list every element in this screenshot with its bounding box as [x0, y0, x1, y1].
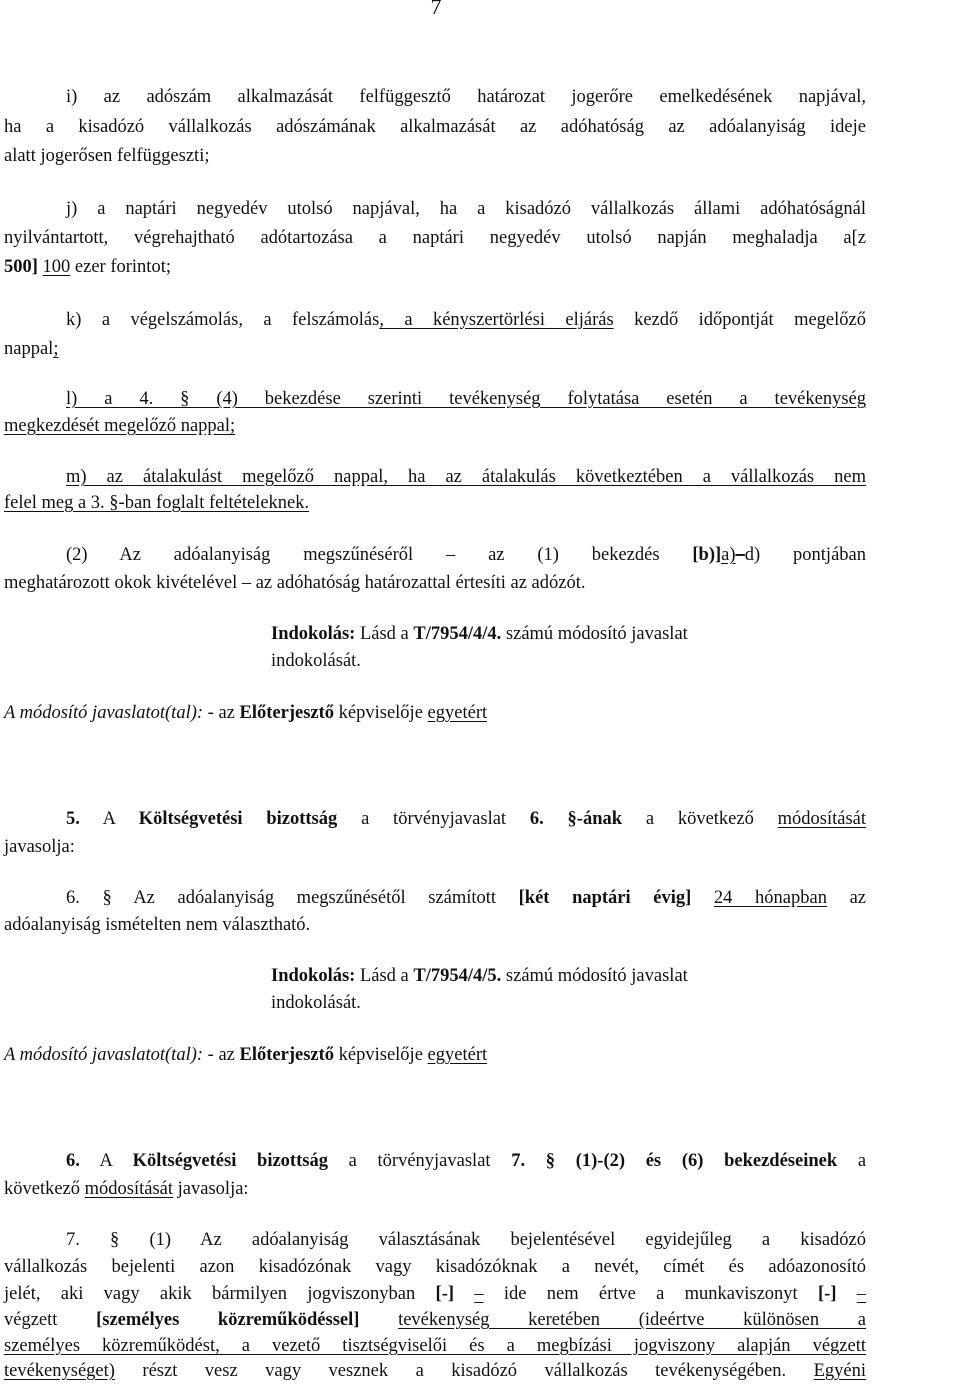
support-line-1: A módosító javaslatot(tal): - az Előterjesztő képviselője egyetért [4, 703, 488, 723]
item-5-line2: javasolja: [4, 837, 75, 857]
paragraph-j-line1: j) a naptári negyedév utolsó napjával, ha a kisadózó vállalkozás állami adóhatóságnál [66, 199, 866, 219]
justification-1-line1: Indokolás: Lásd a T/7954/4/4. számú módosító javaslat [271, 624, 688, 644]
paragraph-l-line1: l) a 4. § (4) bekezdése szerinti tevékenység folytatása esetén a tevékenység [66, 389, 866, 409]
paragraph-6-line2: adóalanyiság ismételten nem választható. [4, 915, 311, 935]
paragraph-m-line1: m) az átalakulást megelőző nappal, ha az átalakulás következtében a vállalkozás nem [66, 467, 866, 487]
paragraph-7-line6: tevékenységet) részt vesz vagy vesznek a kisadózó vállalkozás tevékenységében. Egyéni [4, 1361, 867, 1381]
justification-2-line2: indokolását. [271, 993, 361, 1013]
justification-2-line1: Indokolás: Lásd a T/7954/4/5. számú módosító javaslat [271, 966, 688, 986]
paragraph-6-line1: 6. § Az adóalanyiság megszűnésétől számított [két naptári évig] 24 hónapban az [66, 888, 866, 908]
item-6-line2: következő módosítását javasolja: [4, 1179, 249, 1199]
paragraph-i-line3: alatt jogerősen felfüggeszti; [4, 146, 210, 166]
paragraph-j-line2: nyilvántartott, végrehajtható adótartozása a naptári negyedév utolsó napján meghaladja a[z [4, 228, 866, 248]
item-6-line1: 6. A Költségvetési bizottság a törvényjavaslat 7. § (1)-(2) és (6) bekezdéseinek a [66, 1151, 867, 1171]
paragraph-l-line2: megkezdését megelőző nappal; [4, 416, 236, 436]
paragraph-7-line3: jelét, aki vagy akik bármilyen jogviszonyban [-] – ide nem értve a munkaviszonyt [-] – [4, 1284, 867, 1304]
justification-1-line2: indokolását. [271, 651, 361, 671]
paragraph-2-line1: (2) Az adóalanyiság megszűnéséről – az (1) bekezdés [b)]a)–d) pontjában [66, 545, 866, 565]
item-5-line1: 5. A Költségvetési bizottság a törvényjavaslat 6. §-ának a következő módosítását [66, 809, 867, 829]
paragraph-k-line1: k) a végelszámolás, a felszámolás, a kényszertörlési eljárás kezdő időpontját megelőző [66, 310, 866, 330]
support-line-2: A módosító javaslatot(tal): - az Előterjesztő képviselője egyetért [4, 1045, 488, 1065]
paragraph-m-line2: felel meg a 3. §-ban foglalt feltételeknek. [4, 493, 310, 513]
paragraph-7-line2: vállalkozás bejelenti azon kisadózónak vagy kisadózóknak a nevét, címét és adóazonosító [4, 1257, 866, 1277]
paragraph-j-line3: 500] 100 ezer forintot; [4, 257, 171, 277]
page-number: 7 [430, 0, 442, 19]
paragraph-k-line2: nappal; [4, 339, 59, 359]
paragraph-i-line1: i) az adószám alkalmazását felfüggesztő határozat jogerőre emelkedésének napjával, [66, 87, 866, 107]
paragraph-i-line2: ha a kisadózó vállalkozás adószámának alkalmazását az adóhatóság az adóalanyiság ideje [4, 117, 866, 137]
paragraph-7-line1: 7. § (1) Az adóalanyiság választásának bejelentésével egyidejűleg a kisadózó [66, 1230, 866, 1250]
paragraph-2-line2: meghatározott okok kivételével – az adóhatóság határozattal értesíti az adózót. [4, 573, 586, 593]
paragraph-7-line5: személyes közreműködést, a vezető tisztségviselői és a megbízási jogviszony alapján végzett [4, 1336, 866, 1356]
paragraph-7-line4: végzett [személyes közreműködéssel] tevékenység keretében (ideértve különösen a [4, 1310, 867, 1330]
